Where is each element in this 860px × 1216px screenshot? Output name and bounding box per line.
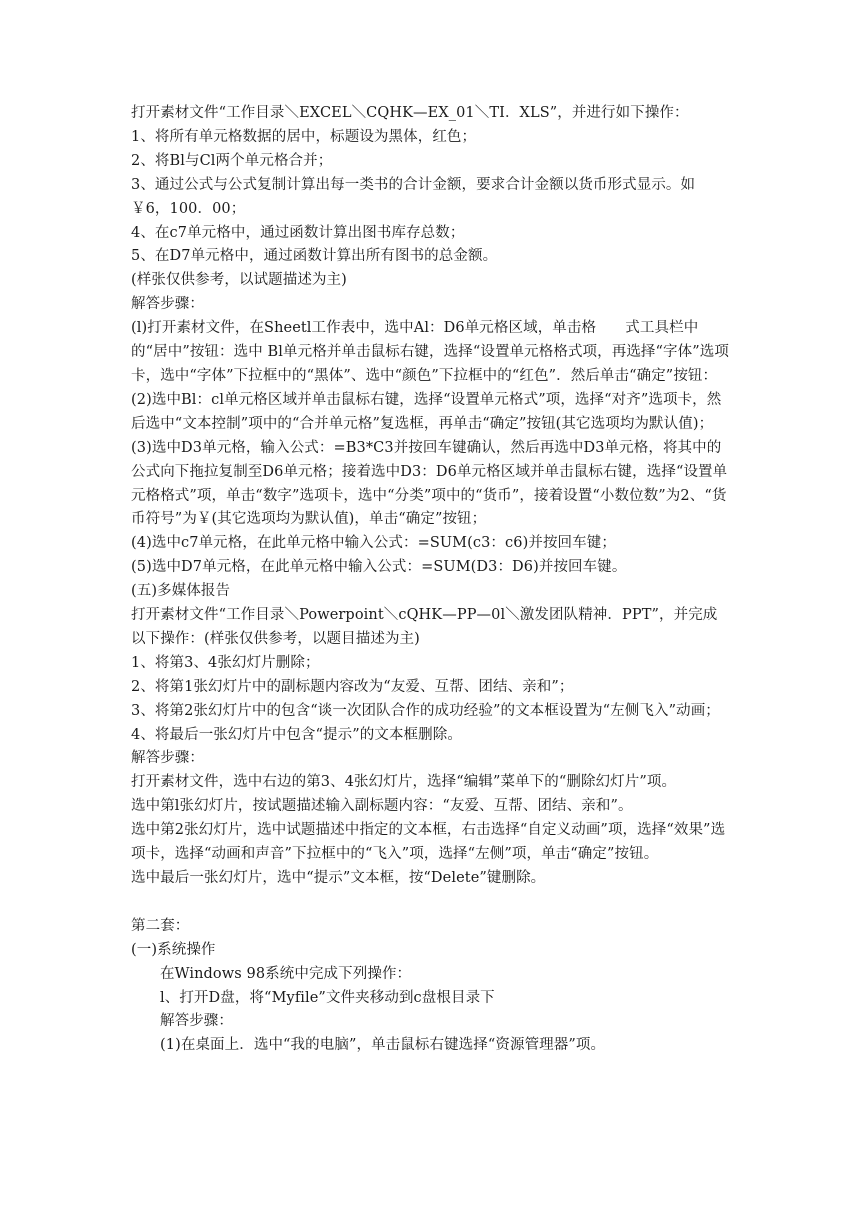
paragraph: 解答步骤： [160, 1013, 233, 1030]
paragraph: 选中最后一张幻灯片，选中“提示”文本框，按“Delete”键删除。 [131, 870, 546, 886]
paragraph: 4、在c7单元格中，通过函数计算出图书库存总数； [131, 224, 465, 241]
paragraph: 解答步骤： [131, 296, 204, 313]
paragraph: (样张仅供参考，以试题描述为主) [131, 272, 347, 289]
paragraph: 2、将Bl与Cl两个单元格合并； [131, 152, 333, 169]
paragraph: 解答步骤： [131, 750, 204, 767]
paragraph: (2)选中Bl：cl单元格区域并单击鼠标右键，选择“设置单元格式”项，选择“对齐”选项卡，然后选中“文本控制”项中的“合并单元格”复选框，再单击“确定”按钮(其它选项均为默认值)； [131, 391, 722, 432]
paragraph: 1、将所有单元格数据的居中，标题设为黑体，红色； [131, 128, 477, 145]
section-heading: (五)多媒体报告 [131, 583, 231, 600]
paragraph: 打开素材文件“工作目录＼Powerpoint＼cQHK—PP—0l＼激发团队精神．PPT”，并完成以下操作：(样张仅供参考，以题目描述为主) [131, 607, 718, 647]
paragraph: (4)选中c7单元格，在此单元格中输入公式：=SUM(c3：c6)并按回车键； [131, 535, 616, 552]
paragraph: 在Windows 98系统中完成下列操作： [160, 965, 412, 982]
paragraph: (1)在桌面上．选中“我的电脑”，单击鼠标右键选择“资源管理器”项。 [160, 1037, 606, 1054]
section-subtitle: (一)系统操作 [131, 941, 216, 958]
spacer [131, 891, 731, 915]
paragraph: 选中第2张幻灯片，选中试题描述中指定的文本框，右击选择“自定义动画”项，选择“效果”选项卡，选择“动画和声音”下拉框中的“飞入”项，选择“左侧”项，单击“确定”按钮。 [131, 822, 726, 863]
paragraph: 5、在D7单元格中，通过函数计算出所有图书的总金额。 [131, 248, 498, 265]
document-body [131, 102, 731, 1058]
paragraph: (3)选中D3单元格，输入公式：=B3*C3并按回车键确认，然后再选中D3单元格，将其中的公式向下拖拉复制至D6单元格；接着选中D3：D6单元格区域并单击鼠标右键，选择“设置单元格格式”项，单击“数字”选项卡，选中“分类”项中的“货币”，接着设置“小数位数”为2、“货币符号”为￥(其它选项均为默认值)，单击“确定”按钮； [131, 439, 728, 528]
paragraph: 4、将最后一张幻灯片中包含“提示”的文本框删除。 [131, 726, 462, 743]
paragraph: 3、通过公式与公式复制计算出每一类书的合计金额，要求合计金额以货币形式显示。如￥6，100．00； [131, 176, 696, 217]
paragraph: 1、将第3、4张幻灯片删除； [131, 654, 320, 671]
paragraph: 选中第l张幻灯片，按试题描述输入副标题内容：“友爱、互帮、团结、亲和”。 [131, 798, 633, 815]
paragraph: 打开素材文件，选中右边的第3、4张幻灯片，选择“编辑”菜单下的“删除幻灯片”项。 [131, 774, 677, 791]
section-title: 第二套： [131, 917, 190, 934]
paragraph: 2、将第1张幻灯片中的副标题内容改为“友爱、互帮、团结、亲和”； [131, 678, 574, 695]
paragraph: (5)选中D7单元格，在此单元格中输入公式：=SUM(D3：D6)并按回车键。 [131, 559, 627, 576]
paragraph: 打开素材文件“工作目录＼EXCEL＼CQHK—EX_01＼TI．XLS”，并进行如下操作： [131, 105, 689, 121]
paragraph: (l)打开素材文件，在Sheetl工作表中，选中Al：D6单元格区域，单击格 式工具栏中的“居中”按钮：选中 Bl单元格并单击鼠标右键，选择“设置单元格格式项，再选择“字体”选项卡，选中“字体”下拉框中的“黑体”、选中“颜色”下拉框中的“红色”．然后单击“确定”按钮： [131, 320, 729, 384]
paragraph: 3、将第2张幻灯片中的包含“谈一次团队合作的成功经验”的文本框设置为“左侧飞入”动画； [131, 702, 720, 719]
paragraph: l、打开D盘，将“Myfile”文件夹移动到c盘根目录下 [160, 989, 495, 1006]
